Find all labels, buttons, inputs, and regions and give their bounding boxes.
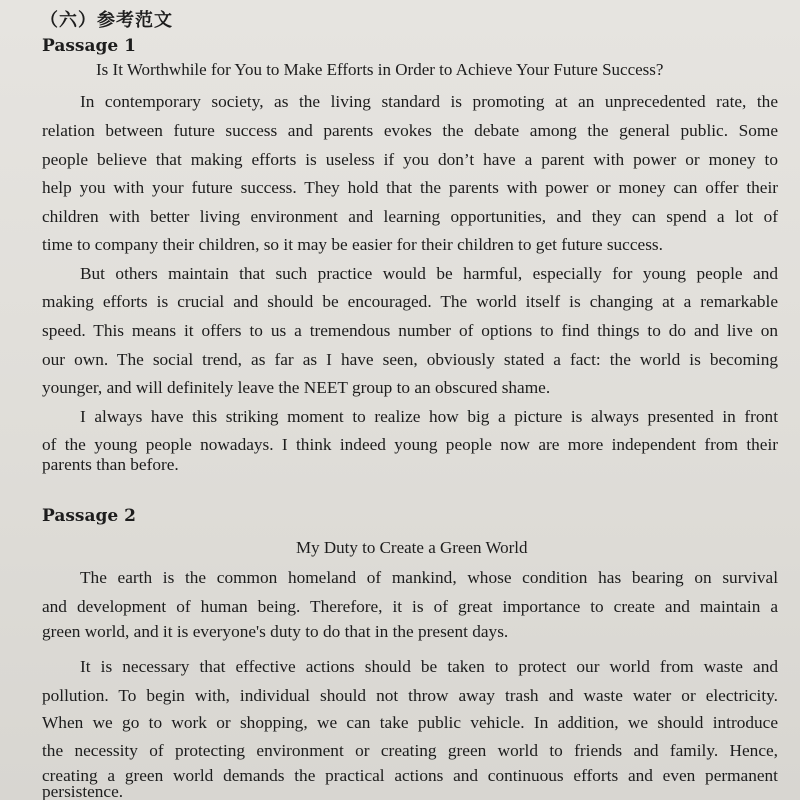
- passage-1-line: I always have this striking moment to realize how big a picture is always presented in front: [80, 407, 778, 426]
- passage-2-line: persistence.: [42, 782, 124, 800]
- passage-1-line: our own. The social trend, as far as I have seen, obviously stated a fact: the world is becoming: [42, 350, 778, 369]
- passage-1-label: Passage 1: [42, 36, 136, 56]
- passage-2-line: the necessity of protecting environment or creating green world to friends and family. Hence,: [42, 741, 778, 760]
- passage-1-line: relation between future success and parents evokes the debate among the general public. Some: [42, 121, 778, 140]
- passage-1-line: younger, and will definitely leave the NEET group to an obscured shame.: [42, 378, 551, 397]
- passage-2-line: When we go to work or shopping, we can take public vehicle. In addition, we should introduce: [42, 713, 778, 732]
- passage-2-title: My Duty to Create a Green World: [296, 538, 528, 557]
- passage-2-line: creating a green world demands the practical actions and continuous efforts and even permanent: [42, 766, 778, 785]
- passage-2-line: green world, and it is everyone's duty to do that in the present days.: [42, 622, 509, 641]
- passage-1-line: children with better living environment and learning opportunities, and they can spend a lot of: [42, 207, 778, 226]
- passage-1-line: speed. This means it offers to us a tremendous number of options to find things to do and live on: [42, 321, 778, 340]
- passage-1-line: parents than before.: [42, 455, 179, 474]
- passage-2-line: pollution. To begin with, individual should not throw away trash and waste water or electricity.: [42, 686, 778, 705]
- bleed-through-text: [300, 4, 304, 21]
- passage-1-line: time to company their children, so it may be easier for their children to get future success.: [42, 235, 663, 254]
- passage-1-line: But others maintain that such practice would be harmful, especially for young people and: [80, 264, 778, 283]
- passage-1-title: Is It Worthwhile for You to Make Efforts in Order to Achieve Your Future Success?: [96, 60, 664, 79]
- section-heading: （六）参考范文: [40, 10, 173, 31]
- passage-1-line: In contemporary society, as the living standard is promoting at an unprecedented rate, the: [80, 92, 778, 111]
- passage-2-line: It is necessary that effective actions should be taken to protect our world from waste and: [80, 657, 778, 676]
- passage-1-line: people believe that making efforts is useless if you don’t have a parent with power or money to: [42, 150, 778, 169]
- passage-2-label: Passage 2: [42, 506, 136, 526]
- passage-1-line: making efforts is crucial and should be encouraged. The world itself is changing at a remarkable: [42, 292, 778, 311]
- passage-1-line: of the young people nowadays. I think indeed young people now are more independent from their: [42, 435, 778, 454]
- passage-2-line: and development of human being. Therefore, it is of great importance to create and maintain a: [42, 597, 778, 616]
- passage-2-line: The earth is the common homeland of mankind, whose condition has bearing on survival: [80, 568, 778, 587]
- passage-1-line: help you with your future success. They hold that the parents with power or money can offer their: [42, 178, 778, 197]
